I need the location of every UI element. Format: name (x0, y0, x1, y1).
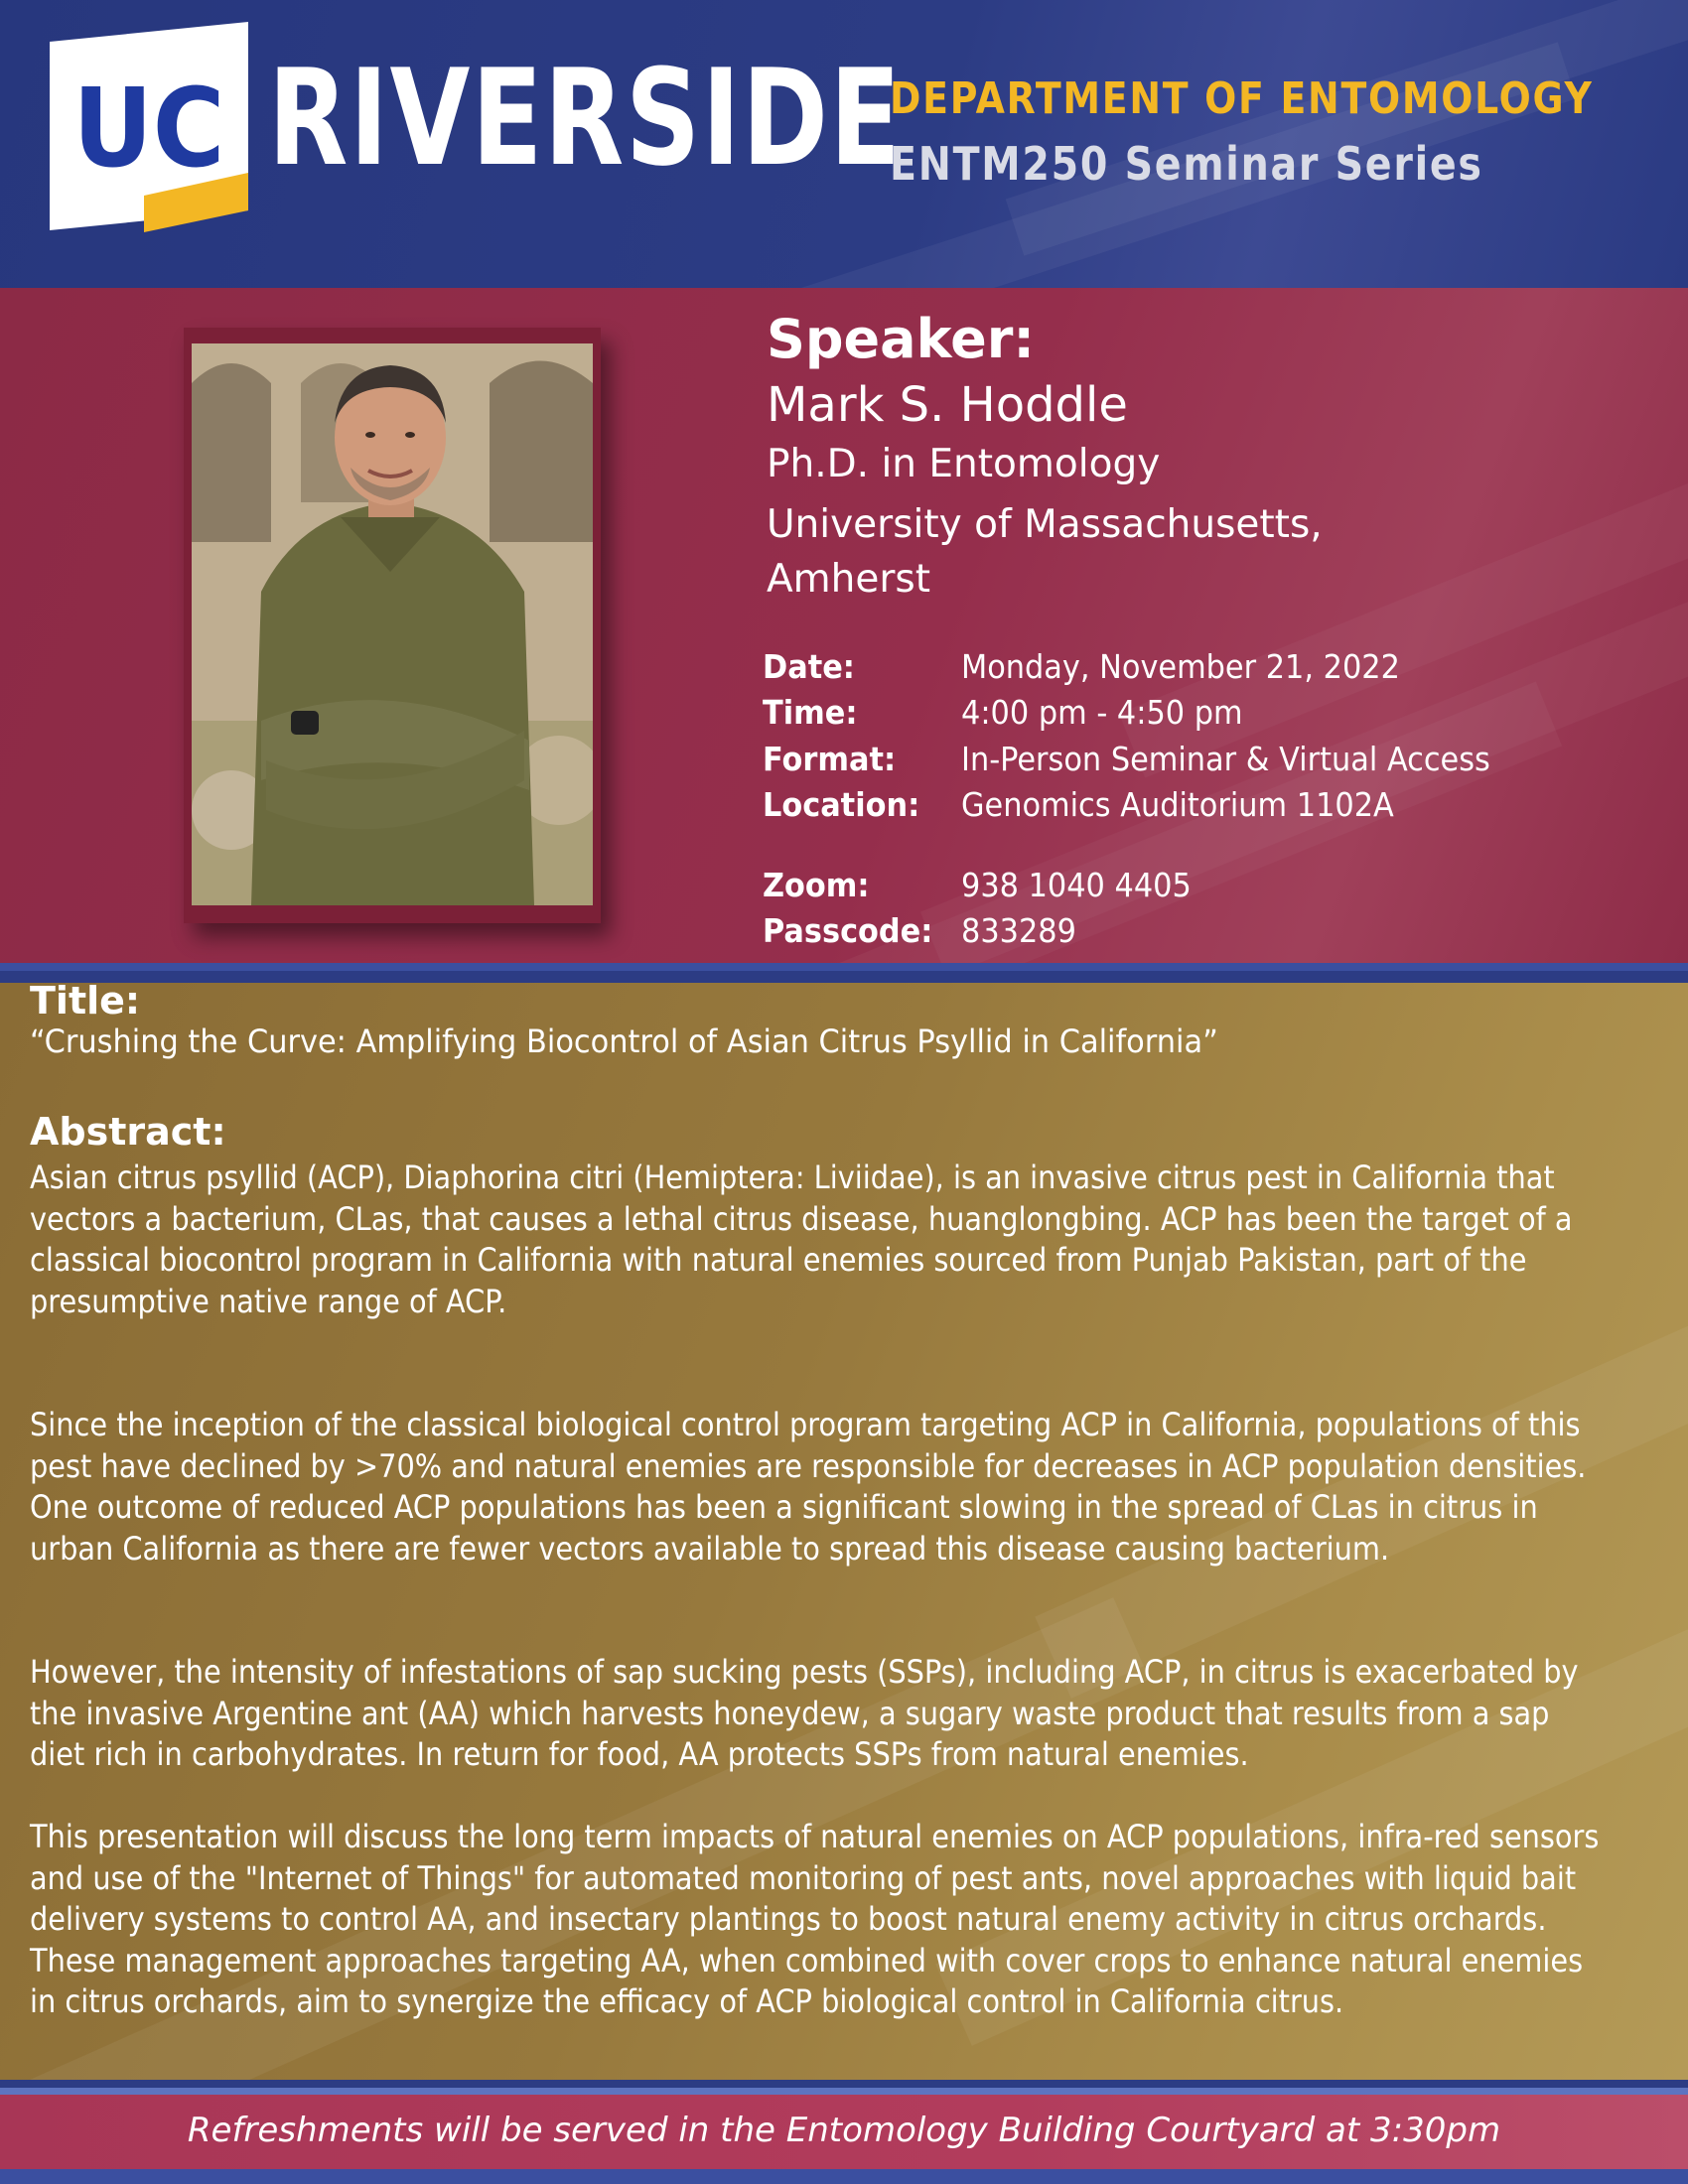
zoom-label: Zoom: (763, 866, 870, 904)
uc-logo-letters: UC (72, 65, 225, 193)
speaker-label: Speaker: (767, 308, 1035, 370)
passcode-label: Passcode: (763, 911, 933, 950)
footer-stripe-blue (0, 2088, 1688, 2095)
abstract-paragraph-1: Asian citrus psyllid (ACP), Diaphorina citri (Hemiptera: Liviidae), is an invasive citrus pest in California that vectors a bacterium, CLas, that causes a lethal citrus disease, huanglongbing. ACP has been the target of a classical biocontrol program in California with natural enemies sourced from Punjab Pakistan, part of the presumptive native range of ACP. (30, 1159, 1573, 1320)
speaker-photo (192, 343, 593, 905)
speaker-photo-frame (184, 328, 601, 923)
speaker-name: Mark S. Hoddle (767, 377, 1128, 433)
riverside-wordmark: RIVERSIDE (268, 41, 903, 196)
time-label: Time: (763, 693, 858, 732)
divider-stripe-blue (0, 963, 1688, 971)
divider-stripe-navy (0, 971, 1688, 983)
abstract-paragraph-2: Since the inception of the classical biological control program targeting ACP in California, populations of this pest have declined by >70% and natural enemies are responsible for decreases in ACP population densities. One outcome of reduced ACP populations has been a significant slowing in the spread of CLas in citrus in urban California as there are fewer vectors available to spread this disease causing bacterium. (30, 1406, 1587, 1568)
abstract-paragraph-4: This presentation will discuss the long term impacts of natural enemies on ACP populations, infra-red sensors and use of the "Internet of Things" for automated monitoring of pest ants, novel approaches with liquid bait delivery systems to control AA, and insectary plantings to boost natural enemy activity in citrus orchards. These management approaches targeting AA, when combined with cover crops to enhance natural enemies in citrus orchards, aim to synergize the efficacy of ACP biological control in California citrus. (30, 1818, 1600, 2020)
footer-banner (0, 2095, 1688, 2169)
abstract-paragraph-3: However, the intensity of infestations of sap sucking pests (SSPs), including ACP, in citrus is exacerbated by the invasive Argentine ant (AA) which harvests honeydew, a sugary waste product that results from a sap diet rich in carbohydrates. In return for food, AA protects SSPs from natural enemies. (30, 1653, 1579, 1773)
uc-logo (50, 22, 248, 232)
time-value: 4:00 pm - 4:50 pm (961, 693, 1243, 732)
talk-title: “Crushing the Curve: Amplifying Biocontrol of Asian Citrus Psyllid in California” (30, 1023, 1218, 1060)
speaker-section (0, 288, 1688, 963)
date-value: Monday, November 21, 2022 (961, 647, 1400, 686)
date-label: Date: (763, 647, 855, 686)
title-label: Title: (30, 983, 141, 1023)
format-value: In-Person Seminar & Virtual Access (961, 740, 1490, 778)
location-value: Genomics Auditorium 1102A (961, 785, 1394, 824)
speaker-degree: Ph.D. in Entomology (767, 442, 1161, 486)
abstract-label: Abstract: (30, 1110, 226, 1154)
passcode-value: 833289 (961, 911, 1076, 950)
seminar-series: ENTM250 Seminar Series (890, 137, 1483, 191)
bottom-stripe (0, 2169, 1688, 2184)
footer-stripe-navy (0, 2080, 1688, 2088)
abstract-section (0, 983, 1688, 2080)
header-banner (0, 0, 1688, 288)
refreshments-note: Refreshments will be served in the Entomology Building Courtyard at 3:30pm (187, 2111, 1501, 2150)
location-label: Location: (763, 785, 920, 824)
speaker-university: University of Massachusetts, Amherst (767, 502, 1323, 602)
format-label: Format: (763, 740, 897, 778)
department-name: DEPARTMENT OF ENTOMOLOGY (890, 73, 1594, 124)
speaker-portrait-illustration (192, 343, 593, 905)
zoom-id[interactable]: 938 1040 4405 (961, 866, 1192, 904)
